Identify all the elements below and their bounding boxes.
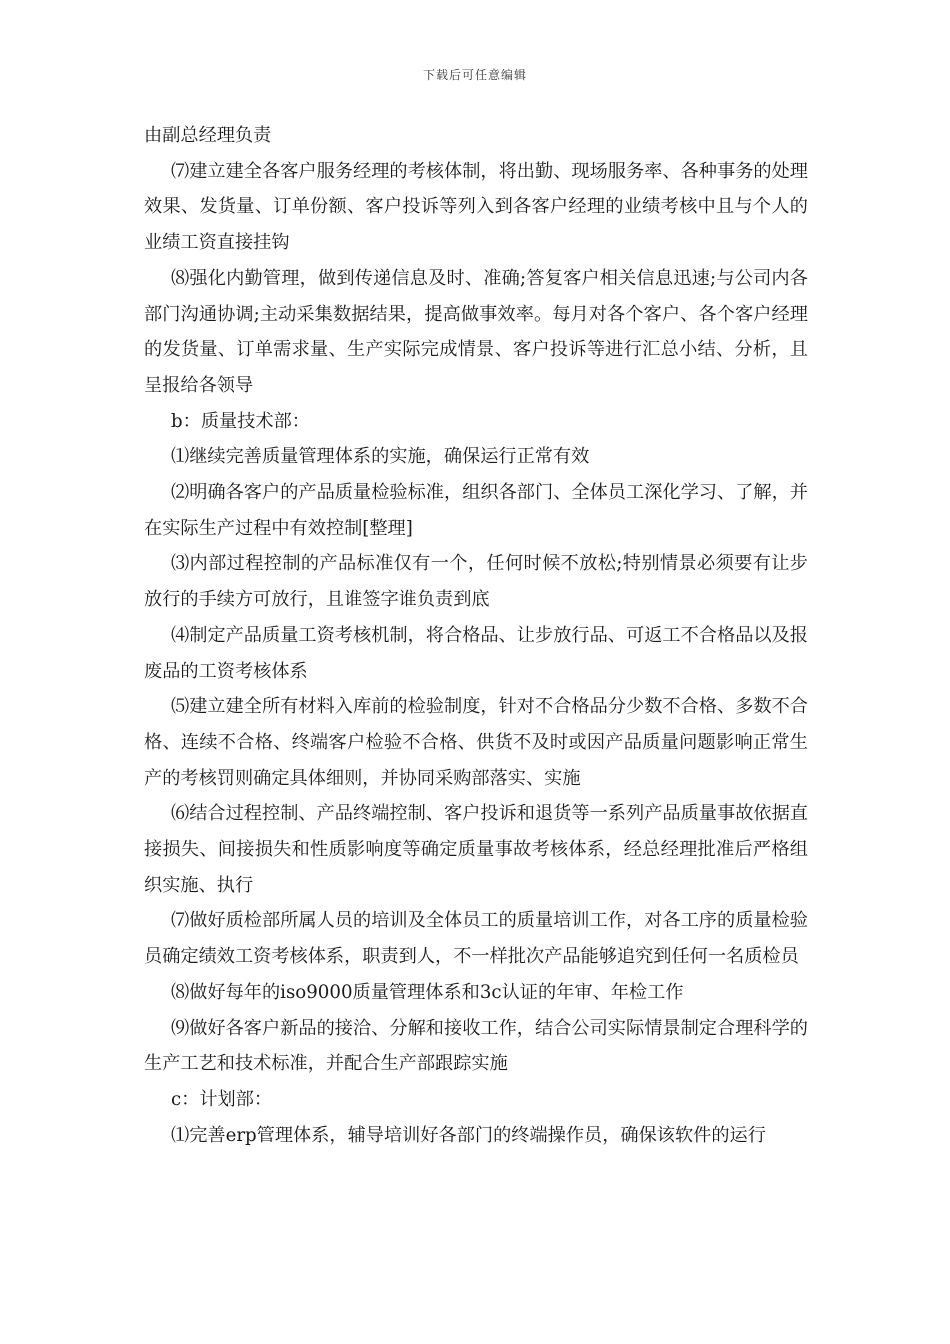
section-heading: c：计划部：	[171, 1088, 273, 1110]
paragraph: ⑴完善erp管理体系，辅导培训好各部门的终端操作员，确保该软件的运行	[171, 1124, 766, 1146]
paragraph: ⑻强化内勤管理，做到传递信息及时、准确;答复客户相关信息迅速;与公司内各部门沟通协调;主动采集数据结果，提高做事效率。每月对各个客户、各个客户经理的发货量、订单需求量、生产实际完成情景、客户投诉等进行汇总小结、分析，且呈报给各领导	[144, 267, 808, 396]
document-body	[144, 118, 808, 1153]
page-header-note: 下载后可任意编辑	[422, 68, 527, 82]
paragraph: ⑹结合过程控制、产品终端控制、客户投诉和退货等一系列产品质量事故依据直接损失、间接损失和性质影响度等确定质量事故考核体系，经总经理批准后严格组织实施、执行	[144, 803, 808, 896]
paragraph: 由副总经理负责	[144, 125, 272, 146]
paragraph: ⑸建立建全所有材料入库前的检验制度，针对不合格品分少数不合格、多数不合格、连续不合格、终端客户检验不合格、供货不及时或因产品质量问题影响正常生产的考核罚则确定具体细则，并协同采购部落实、实施	[144, 696, 808, 789]
paragraph: ⑺建立建全各客户服务经理的考核体制，将出勤、现场服务率、各种事务的处理效果、发货量、订单份额、客户投诉等列入到各客户经理的业绩考核中且与个人的业绩工资直接挂钩	[144, 160, 808, 254]
section-heading: b：质量技术部：	[171, 410, 310, 432]
paragraph: ⑼做好各客户新品的接洽、分解和接收工作，结合公司实际情景制定合理科学的生产工艺和技术标准，并配合生产部跟踪实施	[144, 1017, 808, 1075]
paragraph: ⑻做好每年的iso9000质量管理体系和3c认证的年审、年检工作	[171, 981, 684, 1003]
paragraph: ⑺做好质检部所属人员的培训及全体员工的质量培训工作，对各工序的质量检验员确定绩效工资考核体系，职责到人，不一样批次产品能够追究到任何一名质检员	[144, 910, 808, 968]
paragraph: ⑵明确各客户的产品质量检验标准，组织各部门、全体员工深化学习、了解，并在实际生产过程中有效控制[整理]	[144, 482, 808, 539]
paragraph: ⑴继续完善质量管理体系的实施，确保运行正常有效	[171, 446, 590, 468]
paragraph: ⑷制定产品质量工资考核机制，将合格品、让步放行品、可返工不合格品以及报废品的工资考核体系	[144, 624, 808, 682]
paragraph: ⑶内部过程控制的产品标准仅有一个，任何时候不放松;特别情景必须要有让步放行的手续方可放行，且谁签字谁负责到底	[144, 553, 808, 611]
